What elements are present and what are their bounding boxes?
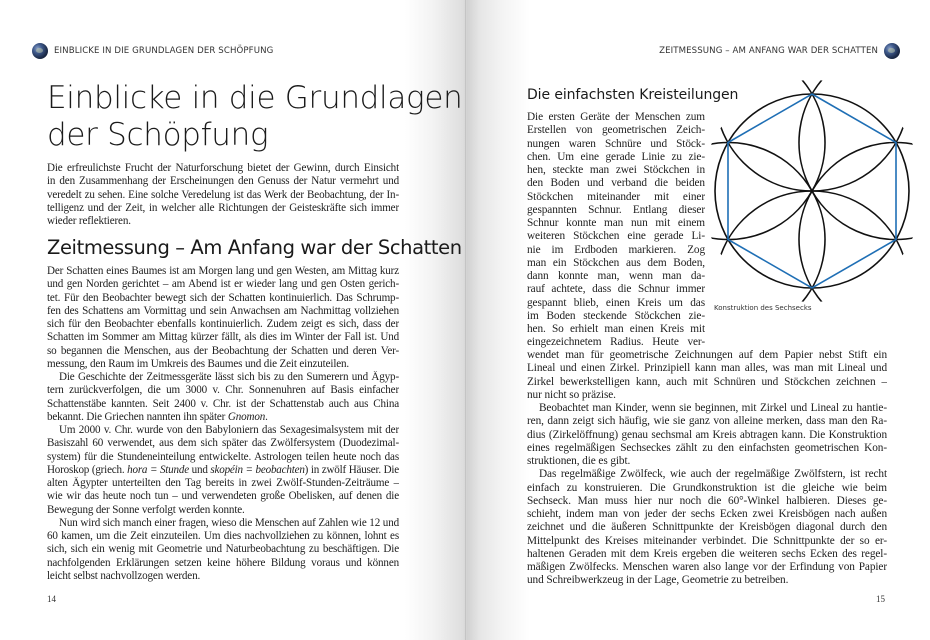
- text-segment: Horoskop (griech.: [47, 463, 128, 476]
- text-line: Die erfreulichste Frucht der Naturforschung bietet der Gewinn, durch Einsicht: [47, 162, 399, 174]
- text-line: nur nicht so präzise.: [527, 388, 616, 401]
- text-line: hen. So erhielt man einen Kreis mit: [527, 323, 705, 335]
- text-segment: .: [265, 410, 268, 423]
- text-line: schieht, indem man von jeder der sechs Ecken zwei Kreisbögen nach außen: [527, 508, 887, 520]
- page-number-left: 14: [47, 594, 56, 604]
- text-line: nachfolgenden Erklärungen setzen keine höhere Bildung voraus und können: [47, 556, 399, 569]
- text-line: gespannten Schnur. Entlang dieser: [527, 203, 705, 216]
- text-line: wie wir das heute noch tun – und verwendeten große Obelisken, auf denen die: [47, 490, 399, 503]
- construction-arc: [720, 191, 905, 258]
- page-fold: [465, 0, 466, 640]
- text-line: Die ersten Geräte der Menschen zum: [527, 111, 705, 123]
- text-line: wieder reflektieren.: [47, 215, 131, 227]
- figure-caption: Konstruktion des Sechsecks: [714, 304, 812, 312]
- right-wide-text: [527, 349, 887, 588]
- text-line: 60 kamen, um die Zeit einzuteilen. Um dies nachvollziehen zu können, lohnt es: [47, 530, 399, 542]
- subsection-heading: Die einfachsten Kreisteilungen: [527, 87, 739, 103]
- text-line: Erstellen von geometrischen Zeich-: [527, 124, 705, 137]
- text-segment: bekannt. Die Griechen nannten ihn später: [47, 410, 228, 423]
- text-line: veredelt zu sehen. Eine solche Veredelung ist das Werk der Beobachtung, der In-: [47, 188, 399, 201]
- text-line: Zirkel bewerkstelligen kann, auch mit Schnüren und Stöckchen zeichnen –: [527, 375, 887, 388]
- text-line: Um 2000 v. Chr. wurde von den Babyloniern das Sexagesimalsystem mit der: [59, 424, 399, 436]
- running-head-left: [32, 43, 273, 59]
- text-line: [47, 411, 399, 424]
- text-line: Schattenstäbe kannten. Seit 2400 v. Chr. ist der Schattenstab auch aus China: [47, 397, 399, 410]
- chapter-title: [47, 80, 462, 154]
- text-line: Nun wird sich manch einer fragen, wieso die Menschen auf Zahlen wie 12 und: [59, 516, 399, 529]
- text-line: in den Zusammenhang der Erscheinungen den Genuss der Natur vermehrt und: [47, 175, 399, 188]
- text-line: gespannt blieb, einen Kreis um das: [527, 296, 705, 309]
- hexagon-construction-figure: [703, 75, 923, 305]
- text-line: system) für die Stundeneinteilung entwickelte. Astrologen teilen heute noch das: [47, 450, 399, 463]
- text-line: [47, 464, 399, 477]
- text-line: messung, den Raum im Umkreis des Baumes und die Zeit einzuteilen.: [47, 357, 350, 370]
- running-head-right: [659, 43, 900, 59]
- text-line: chen. Um eine gerade Linie zu zie-: [527, 150, 705, 163]
- text-line: ren, dann zeigt sich häufig, wie sie ganz von alleine merken, dass man den Ra-: [527, 415, 887, 428]
- text-line: fen des Schattens am Vormittag und sein Anwachsen am Nachmittag vollziehen: [47, 304, 399, 317]
- text-line: Stöckchen miteinander mit einer: [527, 190, 705, 203]
- text-line: den Boden und verband die beiden: [527, 177, 705, 190]
- text-line: und Schreibwerkzeug in der Lage, Geometrie zu betreiben.: [527, 574, 789, 587]
- right-narrow-text: [527, 111, 705, 350]
- italic-term: Gnomon: [227, 410, 266, 423]
- text-line: Der Schatten eines Baumes ist am Morgen lang und gen Westen, am Mittag kurz: [47, 265, 399, 277]
- text-line: man ein Stöckchen aus dem Boden,: [527, 256, 705, 269]
- text-line: tet. Für den Beobachter bewegt sich der Schatten kontinuierlich. Das Schrump-: [47, 291, 399, 304]
- text-line: dann konnte man, wenn man da-: [527, 270, 705, 282]
- text-line: tern zurückverfolgen, die um 3000 v. Chr. Sonnenuhren auf Basis einfacher: [47, 384, 399, 397]
- chapter-title-line: der Schöpfung: [47, 117, 269, 153]
- text-segment: ) in zwölf Häuser. Die: [304, 463, 399, 476]
- text-line: nie im Erdboden markieren. Zog: [527, 243, 705, 256]
- text-line: Das regelmäßige Zwölfeck, wie auch der regelmäßige Zwölfstern, ist recht: [539, 468, 887, 481]
- text-line: Bewegung der Sonne verfolgt werden konnte.: [47, 503, 245, 516]
- text-line: sich, sich ein wenig mit Geometrie und Naturbeobachtung zu beschäftigen. Die: [47, 543, 399, 556]
- text-line: struktionen, die es gibt.: [527, 455, 631, 467]
- text-line: nungen waren Schnüre und Stöck-: [527, 137, 705, 150]
- text-line: wendet man für geometrische Zeichnungen auf dem Papier nebst Stift ein: [527, 349, 887, 361]
- globe-icon: [884, 43, 900, 59]
- left-body-text: [47, 265, 399, 583]
- text-line: einfach zu konstruieren. Die Grundkonstruktion ist die gleiche wie beim: [527, 481, 887, 494]
- text-line: eingezeichnetem Radius. Heute ver-: [527, 336, 705, 349]
- text-segment: und: [188, 463, 211, 476]
- running-head-left-text: EINBLICKE IN DIE GRUNDLAGEN DER SCHÖPFUNG: [54, 46, 274, 56]
- text-line: so begannen die Menschen, aus der Beobachtung der Schatten und deren Ver-: [47, 344, 399, 357]
- text-line: sich für den Beobachter ebenfalls kontinuierlich. Zudem zeigt es sich, dass der: [47, 318, 399, 330]
- text-line: Die Geschichte der Zeitmessgeräte lässt sich bis zu den Sumerern und Ägyp-: [59, 371, 399, 383]
- running-head-right-text: ZEITMESSUNG – AM ANFANG WAR DER SCHATTEN: [659, 46, 878, 56]
- construction-arc: [720, 124, 905, 191]
- text-line: und gen Norden gerichtet – am Abend ist er wieder lang und gen Osten gerich-: [47, 278, 399, 291]
- text-line: Schnur konnte man nun mit einem: [527, 217, 705, 229]
- text-line: Mittelpunkt des Kreises miteinander verbindet. Die Schnittpunkte der so er-: [527, 534, 887, 547]
- text-line: haltenen Geraden mit dem Kreis ergeben die weiteren sechs Ecken des regel-: [527, 547, 887, 560]
- chapter-title-line: Einblicke in die Grundlagen: [47, 80, 463, 116]
- italic-term: hora = Stunde: [127, 463, 189, 476]
- text-line: zeichnet und die äußeren Schnittpunkte der Kreisbögen diagonal durch den: [527, 521, 887, 534]
- italic-term: skopéin = beobachten: [210, 463, 305, 476]
- text-line: eines regelmäßigen Sechseckes zählt zu den einfachsten geometrischen Kon-: [527, 441, 887, 454]
- text-line: Beobachtet man Kinder, wenn sie beginnen, mit Zirkel und Lineal zu hantie-: [539, 402, 887, 414]
- intro-paragraph: [47, 162, 399, 228]
- text-line: alten Ägypter unterteilten den Tag bereits in zwei Zwölf-Stunden-Zeiträume –: [47, 477, 399, 489]
- text-line: Basiszahl 60 verwendet, aus dem sich später das Zwölfersystem (Duodezimal-: [47, 437, 399, 450]
- page-number-right: 15: [876, 594, 885, 604]
- globe-icon: [32, 43, 48, 59]
- text-line: leicht selbst nachvollzogen werden.: [47, 569, 201, 582]
- text-line: dius (Zirkelöffnung) genau sechsmal am Kreis abtragen kann. Die Konstruktion: [527, 428, 887, 441]
- text-line: rauf achtete, dass die Schnur immer: [527, 283, 705, 296]
- section-heading: Zeitmessung – Am Anfang war der Schatten: [47, 236, 462, 259]
- text-line: Schatten im Sommer am Mittag kürzer fällt, als dies im Winter der Fall ist. Und: [47, 331, 399, 344]
- text-line: weiteren Stöckchen eine gerade Li-: [527, 230, 705, 243]
- text-line: Lineal und einen Zirkel. Prinzipiell kann man alles, was man mit Lineal und: [527, 362, 887, 375]
- text-line: telligenz und der Zeit, in welcher alle Richtungen der Geisteskräfte sich immer: [47, 201, 399, 214]
- text-line: Sechseck. Man muss hier nur noch die 60°-Winkel halbieren. Dieses ge-: [527, 494, 887, 507]
- text-line: im Boden steckende Stöckchen zie-: [527, 309, 705, 322]
- text-line: hen, steckte man zwei Stöckchen in: [527, 164, 705, 176]
- text-line: mäßigen Zwölfecks. Menschen waren also lange vor der Erfindung von Papier: [527, 561, 887, 573]
